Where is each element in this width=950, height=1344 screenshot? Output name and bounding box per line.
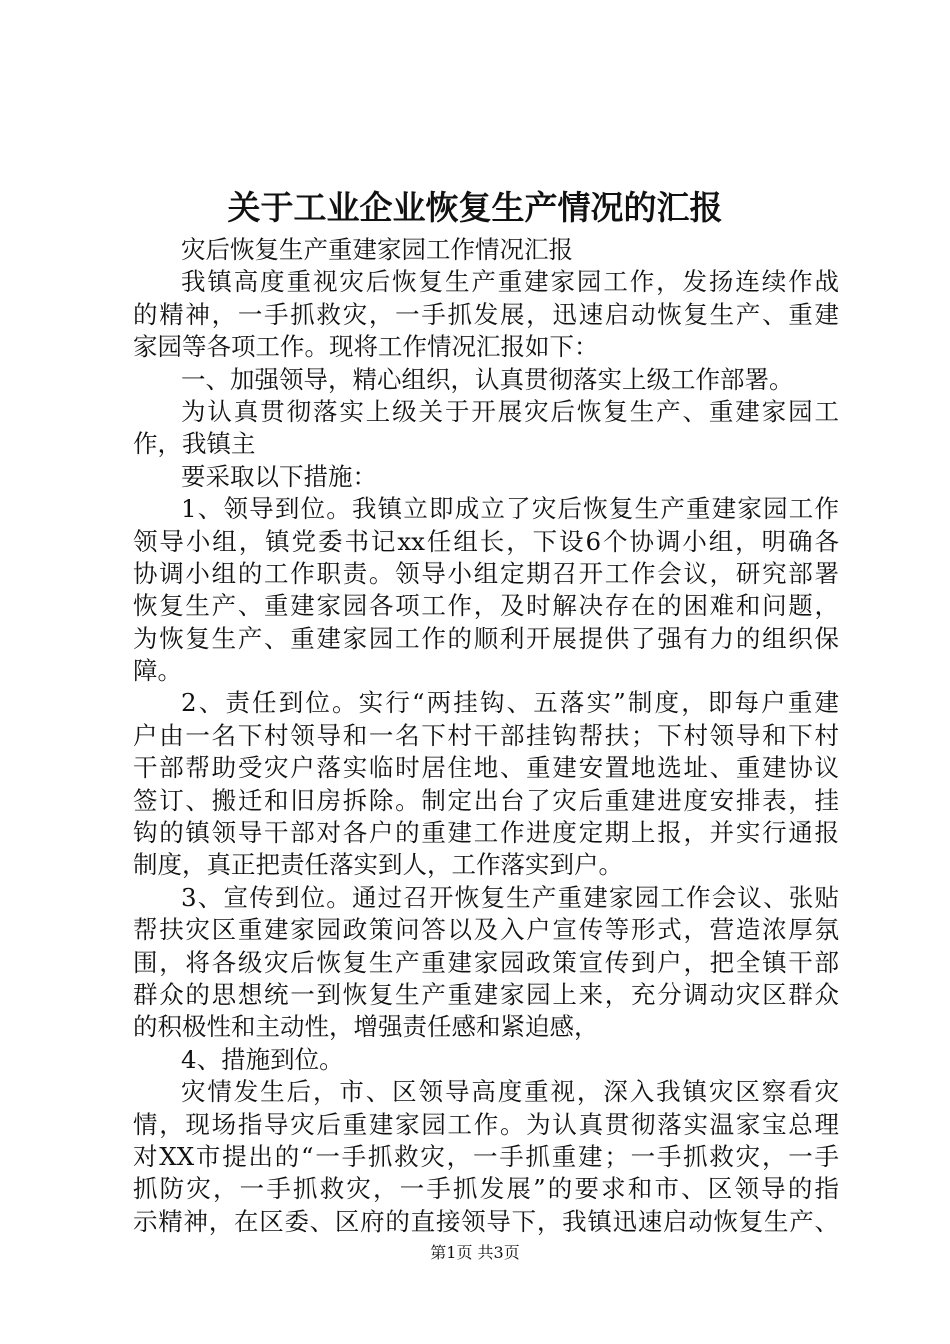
text-line: 1、领导到位。我镇立即成立了灾后恢复生产重建家园工作: [181, 494, 839, 524]
text-line: 2、责任到位。实行“两挂钩、五落实”制度，即每户重建: [181, 688, 839, 718]
text-line: 为认真贯彻落实上级关于开展灾后恢复生产、重建家园工: [181, 396, 839, 426]
text-line: 为恢复生产、重建家园工作的顺利开展提供了强有力的组织保: [133, 623, 839, 653]
text-line: 协调小组的工作职责。领导小组定期召开工作会议，研究部署: [133, 558, 839, 588]
text-line: 群众的思想统一到恢复生产重建家园上来，充分调动灾区群众: [133, 979, 839, 1009]
text-line: 示精神，在区委、区府的直接领导下，我镇迅速启动恢复生产、: [133, 1206, 839, 1236]
text-line: 灾情发生后，市、区领导高度重视，深入我镇灾区察看灾: [181, 1077, 839, 1107]
text-line: 签订、搬迁和旧房拆除。制定出台了灾后重建进度安排表，挂: [133, 785, 839, 815]
text-line: 情，现场指导灾后重建家园工作。为认真贯彻落实温家宝总理: [133, 1109, 839, 1139]
document-body: [133, 234, 839, 1238]
text-line: 围，将各级灾后恢复生产重建家园政策宣传到户，把全镇干部: [133, 947, 839, 977]
text-line: 灾后恢复生产重建家园工作情况汇报: [181, 235, 573, 264]
text-line: 钩的镇领导干部对各户的重建工作进度定期上报，并实行通报: [133, 818, 839, 848]
page-footer: 第1页 共3页: [430, 1243, 520, 1262]
text-line: 领导小组，镇党委书记xx任组长，下设6个协调小组，明确各: [133, 526, 839, 556]
text-line: 干部帮助受灾户落实临时居住地、重建安置地选址、重建协议: [133, 753, 839, 783]
text-line: 家园等各项工作。现将工作情况汇报如下：: [133, 332, 599, 362]
text-line: 3、宣传到位。通过召开恢复生产重建家园工作会议、张贴: [181, 882, 839, 912]
text-line: 4、措施到位。: [181, 1044, 344, 1074]
text-line: 对XX市提出的“一手抓救灾，一手抓重建；一手抓救灾，一手: [133, 1141, 839, 1171]
text-line: 抓防灾，一手抓救灾，一手抓发展”的要求和市、区领导的指: [133, 1174, 839, 1204]
text-line: 户由一名下村领导和一名下村干部挂钩帮扶；下村领导和下村: [133, 720, 839, 750]
text-line: 一、加强领导，精心组织，认真贯彻落实上级工作部署。: [181, 364, 794, 394]
text-line: 障。: [133, 656, 182, 686]
text-line: 的积极性和主动性，增强责任感和紧迫感，: [133, 1012, 599, 1042]
document-title: 关于工业企业恢复生产情况的汇报: [227, 188, 723, 227]
text-line: 制度，真正把责任落实到人，工作落实到户。: [133, 850, 623, 880]
text-line: 要采取以下措施：: [181, 461, 377, 491]
text-line: 作，我镇主: [133, 429, 256, 459]
text-line: 我镇高度重视灾后恢复生产重建家园工作，发扬连续作战: [181, 267, 839, 297]
text-line: 帮扶灾区重建家园政策问答以及入户宣传等形式，营造浓厚氛: [133, 915, 839, 945]
text-line: 的精神，一手抓救灾，一手抓发展，迅速启动恢复生产、重建: [133, 299, 839, 329]
text-line: 恢复生产、重建家园各项工作，及时解决存在的困难和问题，: [133, 591, 839, 621]
